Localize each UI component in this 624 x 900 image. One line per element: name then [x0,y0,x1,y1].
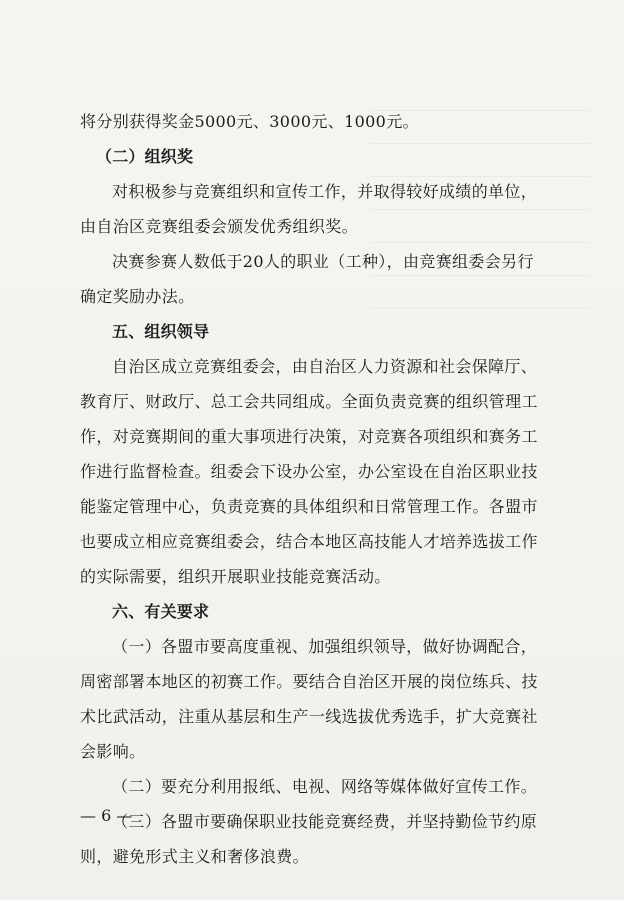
text-line: 周密部署本地区的初赛工作。要结合自治区开展的岗位练兵、技 [80,672,538,691]
text-line: 作，对竞赛期间的重大事项进行决策，对竞赛各项组织和赛务工 [80,427,538,446]
text-line: 会影响。 [80,742,146,761]
text-line: 由自治区竞赛组委会颁发优秀组织奖。 [80,217,358,236]
text-line: 自治区成立竞赛组委会，由自治区人力资源和社会保障厅、 [112,357,538,376]
section-heading: 六、有关要求 [112,602,210,621]
text-line: 将分别获得奖金5000元、3000元、1000元。 [80,112,419,131]
text-line: 对积极参与竞赛组织和宣传工作，并取得较好成绩的单位， [112,182,538,201]
text-line: 术比武活动，注重从基层和生产一线选拔优秀选手，扩大竞赛社 [80,707,538,726]
text-line: 决赛参赛人数低于20人的职业（工种），由竞赛组委会另行 [112,252,534,271]
text-line: 作进行监督检查。组委会下设办公室，办公室设在自治区职业技 [80,462,538,481]
text-line: 能鉴定管理中心，负责竞赛的具体组织和日常管理工作。各盟市 [80,497,538,516]
text-line: 教育厅、财政厅、总工会共同组成。全面负责竞赛的组织管理工 [80,392,538,411]
text-line: （一）各盟市要高度重视、加强组织领导，做好协调配合， [112,637,538,656]
section-heading: （二）组织奖 [96,147,194,166]
page-number: — 6 — [80,806,133,825]
text-line: 也要成立相应竞赛组委会，结合本地区高技能人才培养选拔工作 [80,532,538,551]
text-line: （二）要充分利用报纸、电视、网络等媒体做好宣传工作。 [112,777,538,796]
text-line: 则，避免形式主义和奢侈浪费。 [80,847,309,866]
text-line: 的实际需要，组织开展职业技能竞赛活动。 [80,567,391,586]
text-line: 确定奖励办法。 [80,287,195,306]
text-line: （三）各盟市要确保职业技能竞赛经费，并坚持勤俭节约原 [112,812,538,831]
document-body [80,104,550,874]
section-heading: 五、组织领导 [112,322,210,341]
